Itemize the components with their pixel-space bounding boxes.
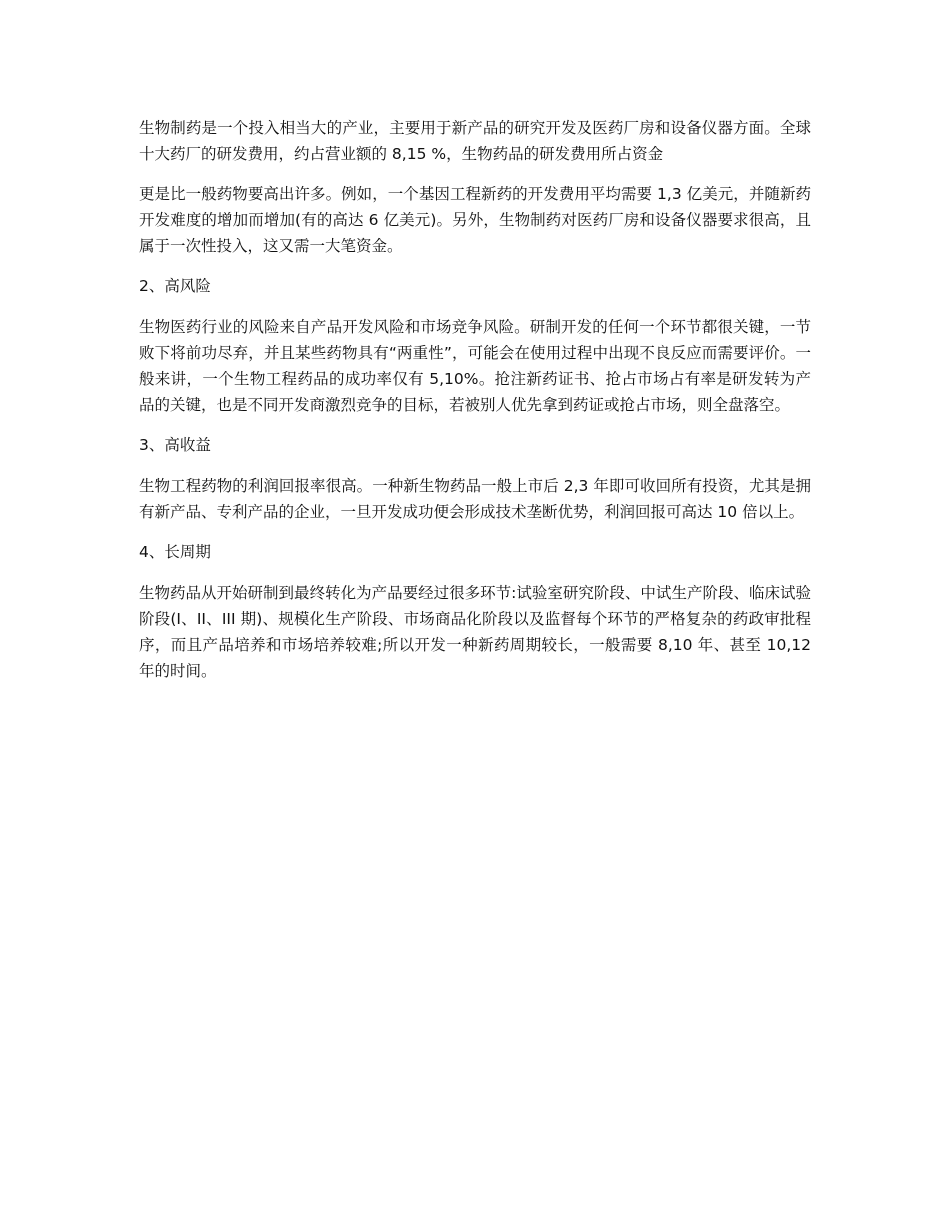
section-heading-high-risk: 2、高风险 (139, 277, 211, 295)
section-heading-high-return: 3、高收益 (139, 436, 211, 454)
paragraph-high-return: 生物工程药物的利润回报率很高。一种新生物药品一般上市后 2,3 年即可收回所有投资，尤其是拥有新产品、专利产品的企业，一旦开发成功便会形成技术垄断优势，利润回报可高达 10 倍以上。 (139, 477, 811, 521)
section-heading-long-cycle: 4、长周期 (139, 543, 211, 561)
paragraph-rd-cost-intro: 生物制药是一个投入相当大的产业，主要用于新产品的研究开发及医药厂房和设备仪器方面。全球十大药厂的研发费用，约占营业额的 8,15 %，生物药品的研发费用所占资金 (139, 119, 811, 163)
paragraph-high-risk: 生物医药行业的风险来自产品开发风险和市场竞争风险。研制开发的任何一个环节都很关键，一节败下将前功尽弃，并且某些药物具有“两重性”，可能会在使用过程中出现不良反应而需要评价。一般来讲，一个生物工程药品的成功率仅有 5,10%。抢注新药证书、抢占市场占有率是研发转为产品的关键，也是不同开发商激烈竞争的目标，若被别人优先拿到药证或抢占市场，则全盘落空。 (139, 318, 811, 414)
paragraph-rd-cost-detail: 更是比一般药物要高出许多。例如，一个基因工程新药的开发费用平均需要 1,3 亿美元，并随新药开发难度的增加而增加(有的高达 6 亿美元)。另外，生物制药对医药厂房和设备仪器要求很高，且属于一次性投入，这又需一大笔资金。 (139, 185, 811, 255)
paragraph-long-cycle: 生物药品从开始研制到最终转化为产品要经过很多环节:试验室研究阶段、中试生产阶段、临床试验阶段(I、II、III 期)、规模化生产阶段、市场商品化阶段以及监督每个环节的严格复杂的药政审批程序，而且产品培养和市场培养较难;所以开发一种新药周期较长，一般需要 8,10 年、甚至 10,12 年的时间。 (139, 584, 811, 680)
document-page (139, 115, 811, 698)
